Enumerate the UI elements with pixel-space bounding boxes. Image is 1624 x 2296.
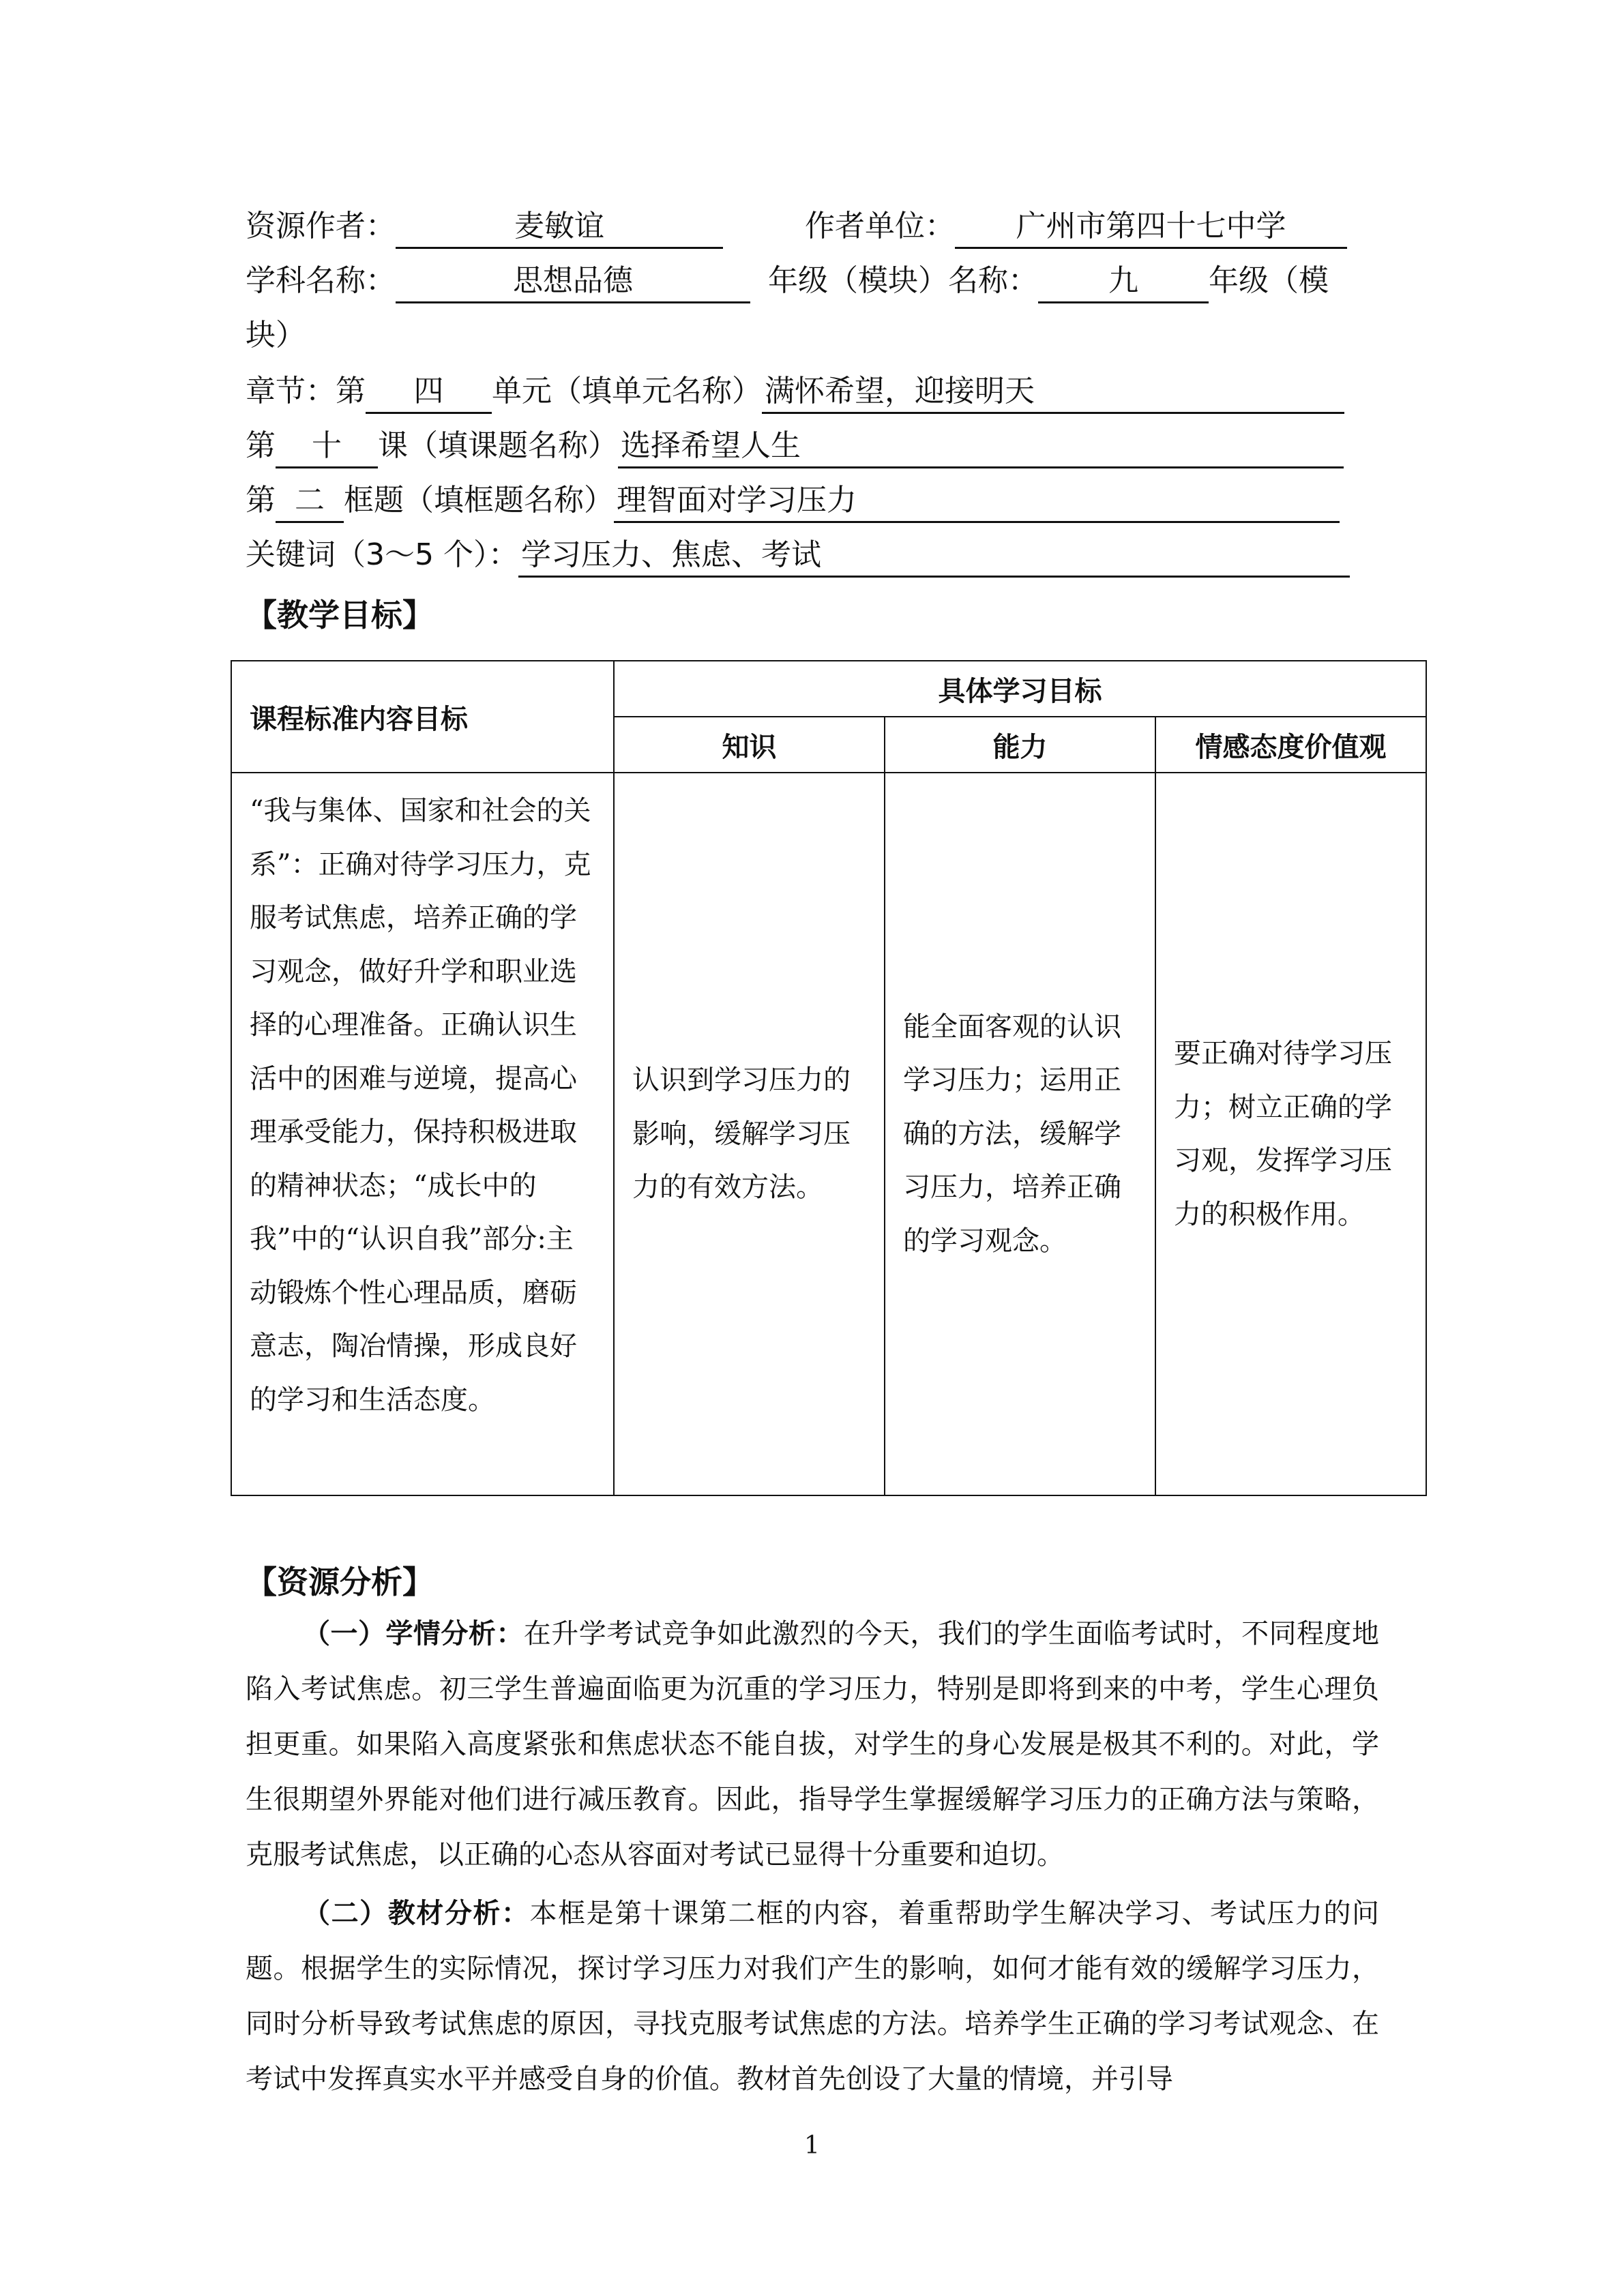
- chapter-line: [246, 364, 1381, 419]
- chapter-label: 章节：第: [246, 374, 366, 408]
- grade-suffix-line: [246, 308, 1381, 363]
- attitude-text: 要正确对待学习压力；树立正确的学习观，发挥学习压力的积极作用。: [1155, 773, 1426, 1495]
- lesson-number: 十: [276, 426, 378, 468]
- lesson-name: 选择希望人生: [618, 426, 1344, 468]
- keywords-value: 学习压力、焦虑、考试: [518, 535, 1350, 578]
- lesson-line: [246, 419, 1381, 473]
- keywords-line: [246, 528, 1381, 582]
- subject-value: 思想品德: [396, 260, 750, 303]
- standard-goal-text: “我与集体、国家和社会的关系”：正确对待学习压力，克服考试焦虑，培养正确的学习观念，做好升学和职业选择的心理准备。正确认识生活中的困难与逆境，提高心理承受能力，保持积极进取的精神状态；“成长中的我”中的“认识自我”部分:主动锻炼个性心理品质，磨砺意志，陶冶情操，形成良好的学习和生活态度。: [231, 773, 614, 1495]
- textbook-analysis-heading: （二）教材分析：: [303, 1898, 530, 1929]
- teaching-goals-title: 【教学目标】: [246, 597, 434, 633]
- lesson-label: 课（填课题名称）: [378, 428, 618, 463]
- grade-suffix: 年级（模: [1209, 263, 1329, 298]
- student-analysis-heading: （一）学情分析：: [303, 1618, 524, 1650]
- author-value: 麦敏谊: [396, 206, 723, 249]
- grade-suffix-2: 块）: [246, 318, 306, 353]
- frame-label: 框题（填框题名称）: [344, 483, 614, 518]
- ability-text: 能全面客观的认识学习压力；运用正确的方法，缓解学习压力，培养正确的学习观念。: [885, 773, 1155, 1495]
- student-analysis-text: 在升学考试竞争如此激烈的今天，我们的学生面临考试时，不同程度地陷入考试焦虑。初三学生普遍面临更为沉重的学习压力，特别是即将到来的中考，学生心理负担更重。如果陷入高度紧张和焦虑状态不能自拔，对学生的身心发展是极其不利的。对此，学生很期望外界能对他们进行减压教育。因此，指导学生掌握缓解学习压力的正确方法与策略，克服考试焦虑，以正确的心态从容面对考试已显得十分重要和迫切。: [246, 1618, 1380, 1870]
- attitude-header: 情感态度价值观: [1155, 717, 1426, 773]
- grade-value: 九: [1038, 260, 1209, 303]
- student-analysis-paragraph: [246, 1607, 1379, 1883]
- chapter-name: 满怀希望，迎接明天: [762, 371, 1344, 414]
- standard-goal-header: 课程标准内容目标: [231, 661, 614, 773]
- textbook-analysis-text: 本框是第十课第二框的内容，着重帮助学生解决学习、考试压力的问题。根据学生的实际情况，探讨学习压力对我们产生的影响，如何才能有效的缓解学习压力，同时分析导致考试焦虑的原因，寻找克服考试焦虑的方法。培养学生正确的学习考试观念、在考试中发挥真实水平并感受自身的价值。教材首先创设了大量的情境，并引导: [246, 1898, 1380, 2095]
- frame-line: [246, 473, 1381, 528]
- page-number: 1: [804, 2132, 820, 2160]
- unit-value: 广州市第四十七中学: [955, 206, 1347, 249]
- textbook-analysis-paragraph: [246, 1886, 1379, 2107]
- resource-analysis-title: 【资源分析】: [246, 1564, 434, 1600]
- subject-label: 学科名称：: [246, 263, 396, 298]
- specific-goal-header: 具体学习目标: [614, 661, 1426, 717]
- unit-label: 作者单位：: [805, 209, 955, 243]
- ability-header: 能力: [885, 717, 1155, 773]
- teaching-goals-table: [231, 660, 1427, 1496]
- grade-label: 年级（模块）名称：: [768, 263, 1038, 298]
- author-label: 资源作者：: [246, 209, 396, 243]
- subject-line: [246, 254, 1381, 308]
- lesson-prefix: 第: [246, 428, 276, 463]
- knowledge-header: 知识: [614, 717, 885, 773]
- frame-prefix: 第: [246, 483, 276, 518]
- chapter-unit-label: 单元（填单元名称）: [492, 374, 762, 408]
- frame-number: 二: [276, 480, 344, 523]
- author-line: [246, 199, 1381, 254]
- knowledge-text: 认识到学习压力的影响，缓解学习压力的有效方法。: [614, 773, 885, 1495]
- frame-name: 理智面对学习压力: [614, 480, 1340, 523]
- chapter-number: 四: [366, 371, 492, 414]
- keywords-label: 关键词（3～5 个）：: [246, 537, 518, 572]
